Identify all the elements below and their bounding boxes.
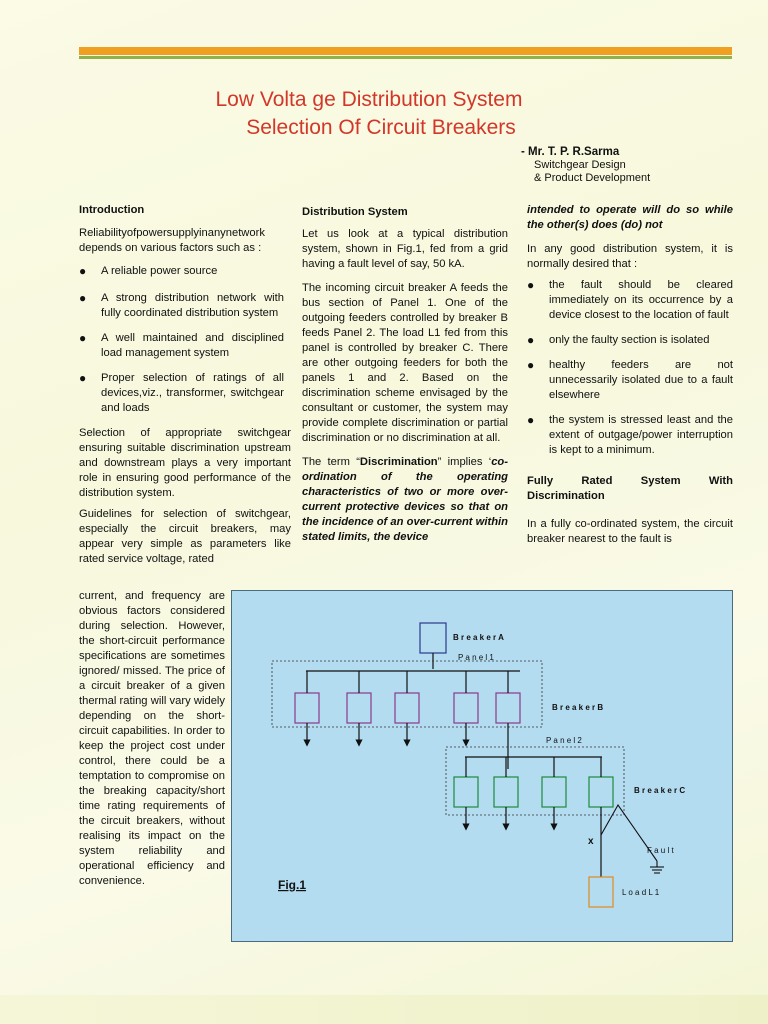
bullet-icon: ● [79,371,87,385]
load-l1-label: L o a d L 1 [622,888,660,897]
bullet-icon: ● [527,358,535,372]
column-1 [79,203,291,567]
panel-1-breakers [295,693,520,723]
bullet-icon: ● [79,264,87,278]
intro-bullet-list [79,264,284,416]
panel-2-breaker [454,777,478,807]
heading-introduction: Introduction [79,204,145,216]
desired-bullet-list [527,278,733,458]
author-dept: & Product Development [534,172,651,184]
list-item: ● only the faulty section is isolated [527,333,710,347]
title-line-1: Low Volta ge Distribution System [215,88,523,111]
panel-1-label: P a n e l 1 [458,653,494,662]
header-rule-orange [79,47,732,55]
breaker-c-label: B r e a k e r C [634,786,686,795]
heading-distribution-system: Distribution System [302,206,408,218]
discrimination-definition: co-ordination of the operating characteristics of two or more over-current protective devices so that on the incidence of an over-current within stated limits, the device [302,456,508,543]
panel-2-breaker [494,777,518,807]
author-title: Switchgear Design [534,159,626,171]
breaker-b-label: B r e a k e r B [552,703,604,712]
breaker-a-label: B r e a k e r A [453,633,504,642]
bullet-icon: ● [79,291,87,305]
guidelines-paragraph-continued: current, and frequency are obvious factors considered during selection. However, the short-circuit performance specifications are sometimes ignored/ missed. The price of a circuit breaker of a given thermal rating will vary widely depending on the short-circuit capabilities. In order to keep the project cost under control, there could be a temptation to compromise on the breaking capacity/short time rating requirements of the circuit breakers, without realising its impact on the system reliability and operational efficiency and convenience. [79,590,225,887]
figure-1-diagram [231,590,733,942]
list-item: ● the system is stressed least and the extent of outgage/power interruption is kept to a minimum. [527,413,733,456]
panel-2-breakers [454,777,613,807]
discrimination-paragraph: The term “Discrimination” implies ‘co-ordination of the operating characteristics of two or more over-current protective devices so that on the incidence of an over-current within stated limits, the device [302,456,508,543]
ground-icon [650,861,664,873]
discrimination-term: Discrimination [359,456,438,468]
distribution-paragraph-1: Let us look at a typical distribution system, shown in Fig.1, fed from a grid having a fault level of say, 50 kA. [302,228,508,270]
column-3 [527,203,733,547]
breaker-a [420,623,446,653]
panel-1-breaker [347,693,371,723]
author-name: - Mr. T. P. R.Sarma [521,146,620,158]
selection-paragraph: Selection of appropriate switchgear ensuring suitable discrimination upstream and downstream plays a very important role in ensuring good performance of the distribution system. [79,427,291,499]
distribution-paragraph-2: The incoming circuit breaker A feeds the bus section of Panel 1. One of the outgoing feeders controlled by breaker B feeds Panel 2. The load L1 fed from this panel is controlled by breaker C. There are other outgoing feeders for both the panels 1 and 2. Based on the discrimination scheme envisaged by the consultant or customer, the system may provide complete discrimination or partial discrimination or no discrimination at all. [302,282,508,444]
list-item: ● A strong distribution network with fully coordinated distribution system [79,291,284,319]
intro-paragraph: Reliabilityofpowersupplyinanynetwork depends on various factors such as : [79,227,265,254]
column-1-continued [79,589,225,889]
column-2 [302,205,508,545]
author-block [521,146,650,185]
list-item: ● Proper selection of ratings of all devices,viz., transformer, switchgear and loads [79,371,284,414]
desired-intro: In any good distribution system, it is normally desired that : [527,243,733,270]
distribution-diagram [232,591,734,943]
heading-fully-rated: Fully Rated System With Discrimination [527,475,733,502]
panel-1-breaker [295,693,319,723]
guidelines-paragraph: Guidelines for selection of switchgear, especially the circuit breakers, may appear very simple as parameters like rated service voltage, rated [79,508,291,565]
panel-1-breaker [496,693,520,723]
header-rule-green [79,56,732,59]
panel-2-breaker [589,777,613,807]
bullet-icon: ● [527,413,535,427]
panel-2-label: P a n e l 2 [546,736,582,745]
figure-caption: Fig.1 [278,878,307,892]
list-item: ● A reliable power source [79,264,218,278]
list-item: ● A well maintained and disciplined load management system [79,331,284,359]
bullet-icon: ● [79,331,87,345]
fault-label: F a u l t [647,846,674,855]
bullet-icon: ● [527,333,535,347]
fault-x-mark: x [588,836,594,847]
bottom-band [0,995,768,1024]
fully-rated-paragraph: In a fully co-ordinated system, the circuit breaker nearest to the fault is [527,518,733,545]
panel-1-breaker [395,693,419,723]
bullet-icon: ● [527,278,535,292]
list-item: ● the fault should be cleared immediately on its occurrence by a device closest to the location of fault [527,278,733,321]
definition-continued: intended to operate will do so while the other(s) does (do) not [527,204,733,231]
panel-2-breaker [542,777,566,807]
panel-1-breaker [454,693,478,723]
title-line-2: Selection Of Circuit Breakers [246,116,516,139]
load-l1 [589,877,613,907]
list-item: ● healthy feeders are not unnecessarily isolated due to a fault elsewhere [527,358,733,401]
